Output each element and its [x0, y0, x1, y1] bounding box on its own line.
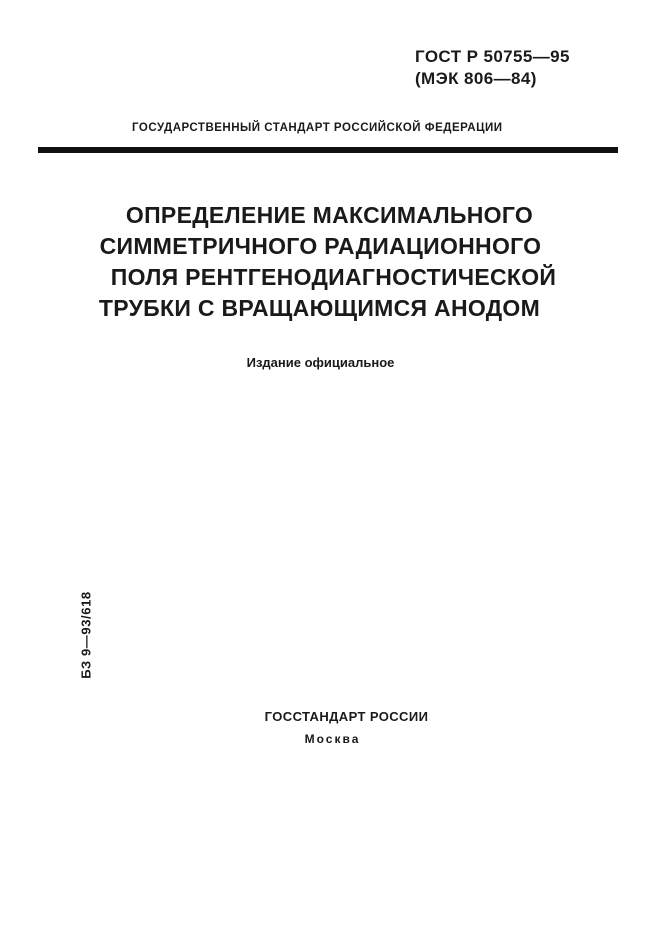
document-codes — [415, 46, 570, 90]
title-line-1: ОПРЕДЕЛЕНИЕ МАКСИМАЛЬНОГО — [125, 202, 534, 228]
state-standard-header: ГОСУДАРСТВЕННЫЙ СТАНДАРТ РОССИЙСКОЙ ФЕДЕРАЦИИ — [132, 122, 503, 134]
iec-number: (МЭК 806—84) — [415, 69, 537, 88]
title-line-4: ТРУБКИ С ВРАЩАЮЩИМСЯ АНОДОМ — [98, 295, 541, 321]
header-rule — [38, 147, 618, 153]
edition-note: Издание официальное — [246, 355, 395, 370]
publication-city: Москва — [304, 732, 361, 746]
gost-number: ГОСТ Р 50755—95 — [415, 47, 570, 66]
document-title — [0, 200, 661, 324]
publisher: ГОССТАНДАРТ РОССИИ — [264, 709, 429, 724]
side-registration-code: БЗ 9—93/618 — [78, 591, 94, 679]
title-line-3: ПОЛЯ РЕНТГЕНОДИАГНОСТИЧЕСКОЙ — [110, 264, 557, 290]
title-line-2: СИММЕТРИЧНОГО РАДИАЦИОННОГО — [99, 233, 542, 259]
